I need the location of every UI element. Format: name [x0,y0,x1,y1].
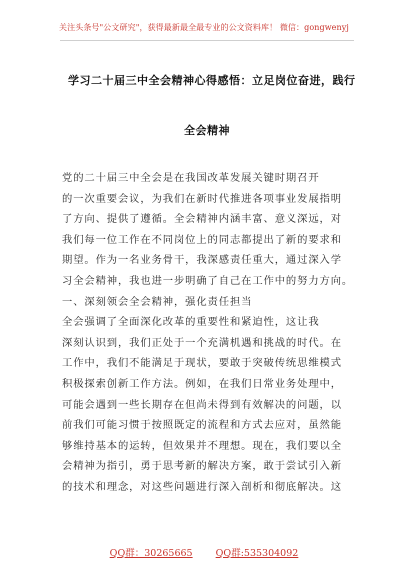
body-line: 工作中，我们不能满足于现状，要敢于突破传统思维模式 [62,357,342,370]
body-line: 党的二十届三中全会是在我国改革发展关键时期召开 [62,172,320,184]
body-line: 深刻认识到，我们正处于一个充满机遇和挑战的时代。在 [62,336,342,349]
body-line: 期望。作为一名业务骨干，我深感责任重大，通过深入学 [62,254,342,267]
body-line: 前我们可能习惯于按照既定的流程和方式去应对，虽然能 [62,419,342,432]
body-line: 可能会遇到一些长期存在但尚未得到有效解决的问题，以 [62,398,342,411]
document-title-line-1: 学习二十届三中全会精神心得感悟：立足岗位奋进，践行 [68,74,356,87]
body-line: 会精神为指引，勇于思考新的解决方案，敢于尝试引入新 [62,460,342,473]
body-line: 了方向、提供了遵循。全会精神内涵丰富、意义深远，对 [62,213,342,226]
body-line: 一、深刻领会全会精神，强化责任担当 [62,295,253,308]
body-line: 全会强调了全面深化改革的重要性和紧迫性，这让我 [62,316,320,329]
header-banner [0,22,408,33]
header-banner-text: 关注头条号"公文研究"，获得最新最全最专业的公文资料库！ 微信：gongwenyj [59,23,349,32]
body-line: 习全会精神，我也进一步明确了自己在工作中的努力方向。 [62,275,354,287]
footer-qq-group-2: QQ群:535304092 [215,548,299,559]
footer-qq-group-1: QQ群：30265665 [109,548,193,559]
body-line: 的技术和理念，对这些问题进行深入剖析和彻底解决。这 [62,481,342,493]
header-divider [60,40,354,41]
body-line: 积极探索创新工作方法。例如，在我们日常业务处理中， [62,378,342,390]
body-line: 够维持基本的运转，但效果并不理想。现在，我们要以全 [62,439,342,452]
body-line: 我们每一位工作在不同岗位上的同志都提出了新的要求和 [62,233,342,246]
body-line: 的一次重要会议，为我们在新时代推进各项事业发展指明 [62,192,342,205]
footer [0,545,408,559]
document-title-line-2: 全会精神 [184,124,230,137]
